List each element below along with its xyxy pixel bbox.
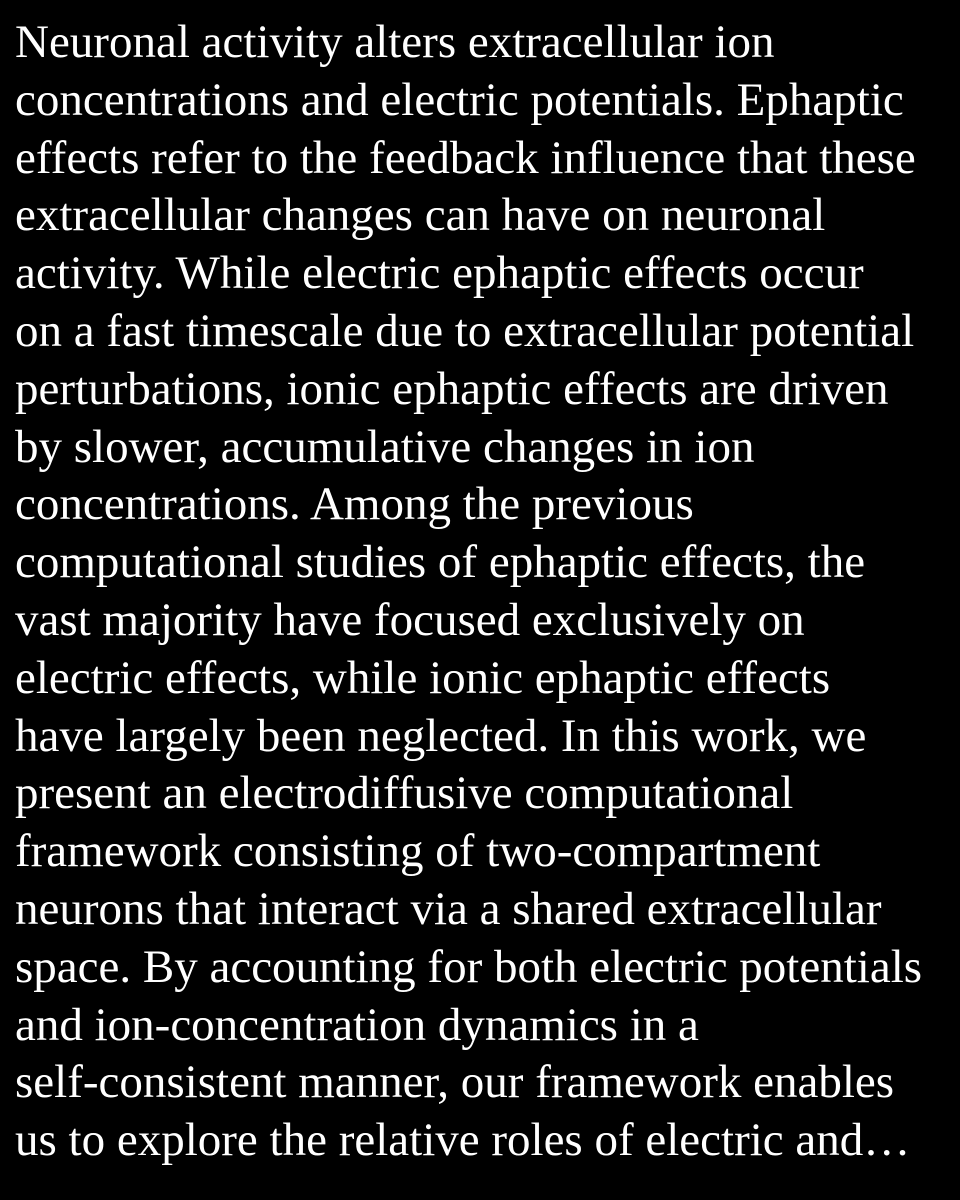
text-line-1: Neuronal activity alters extracellular ion	[15, 16, 775, 68]
text-line-13: have largely been neglected. In this work, we	[15, 709, 867, 762]
text-line-11: vast majority have focused exclusively on	[15, 593, 805, 646]
text-line-18: and ion-concentration dynamics in a	[15, 998, 699, 1051]
text-line-3: effects refer to the feedback influence that these	[15, 131, 916, 184]
text-line-8: by slower, accumulative changes in ion	[15, 420, 755, 473]
text-line-16: neurons that interact via a shared extracellular	[15, 882, 882, 935]
text-line-5: activity. While electric ephaptic effects occur	[15, 247, 864, 300]
text-line-17: space. By accounting for both electric potentials	[15, 940, 923, 993]
text-line-19: self-consistent manner, our framework enables	[15, 1056, 895, 1109]
text-line-20: us to explore the relative roles of electric and…	[15, 1114, 911, 1167]
text-line-7: perturbations, ionic ephaptic effects are driven	[15, 362, 889, 415]
abstract-text	[15, 14, 955, 1170]
text-line-14: present an electrodiffusive computational	[15, 767, 794, 820]
text-line-2: concentrations and electric potentials. Ephaptic	[15, 73, 904, 126]
text-line-10: computational studies of ephaptic effects, the	[15, 536, 866, 589]
text-line-6: on a fast timescale due to extracellular potential	[15, 304, 915, 357]
text-line-12: electric effects, while ionic ephaptic effects	[15, 651, 831, 704]
text-line-15: framework consisting of two-compartment	[15, 825, 821, 878]
text-line-4: extracellular changes can have on neuronal	[15, 189, 826, 242]
text-line-9: concentrations. Among the previous	[15, 478, 694, 531]
